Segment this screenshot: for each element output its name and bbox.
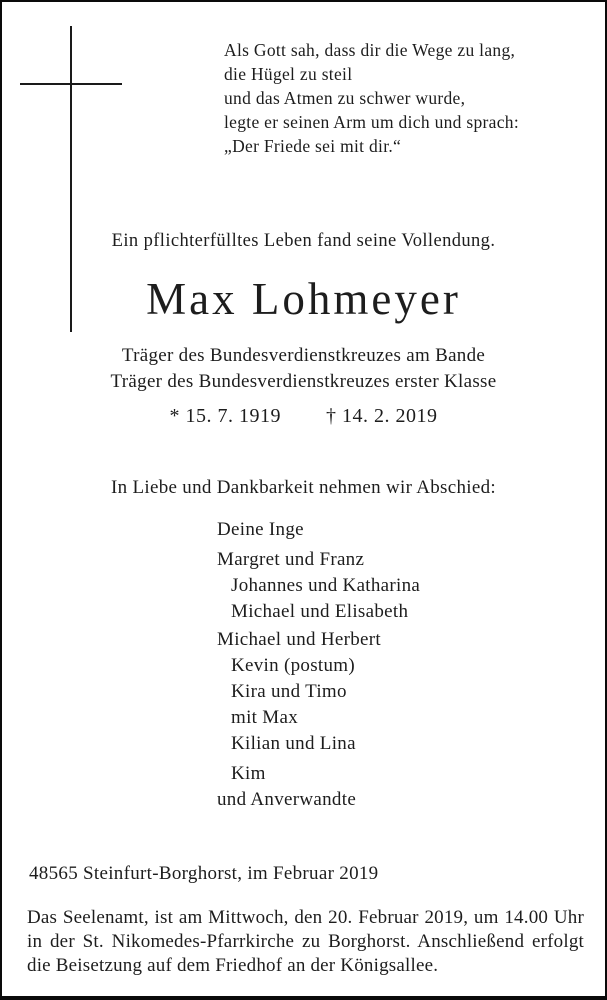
mourner-entry: Margret und Franz [217,549,365,570]
deceased-name: Max Lohmeyer [146,274,461,324]
mourner-entry: Michael und Elisabeth [231,601,409,622]
honor-line: Träger des Bundesverdienstkreuzes am Bande [121,345,486,366]
birth-date: * 15. 7. 1919 [169,405,281,427]
verse-line: die Hügel zu steil [224,64,353,84]
mourner-entry: Deine Inge [217,519,304,540]
mourner-entry: Michael und Herbert [217,629,381,650]
farewell-intro: In Liebe und Dankbarkeit nehmen wir Abschied: [111,477,496,498]
verse-line: und das Atmen zu schwer wurde, [224,88,466,108]
cross-horizontal-bar [20,83,122,85]
opening-verse [224,38,519,158]
place-and-date-line: 48565 Steinfurt-Borghorst, im Februar 2019 [29,863,379,884]
mourner-entry: Kilian und Lina [231,733,356,754]
verse-line: legte er seinen Arm um dich und sprach: [224,112,520,132]
life-dates [2,405,605,428]
death-date: † 14. 2. 2019 [326,405,438,427]
verse-line: Als Gott sah, dass dir die Wege zu lang, [224,40,516,60]
mourner-entry: Johannes und Katharina [231,575,421,596]
mourners-list [217,517,420,813]
mourner-entry: mit Max [231,707,299,728]
mourner-entry: Kevin (postum) [231,655,355,676]
epitaph-line: Ein pflichterfülltes Leben fand seine Vollendung. [111,231,496,251]
mourner-entry: Kira und Timo [231,681,347,702]
verse-line: „Der Friede sei mit dir.“ [224,136,402,156]
honor-line: Träger des Bundesverdienstkreuzes erster Klasse [110,370,497,392]
mourner-entry: und Anverwandte [217,789,357,810]
mourner-entry: Kim [231,763,266,784]
honors-block [2,343,605,394]
service-announcement: Das Seelenamt, ist am Mittwoch, den 20. Februar 2019, um 14.00 Uhr in der St. Nikomedes-Pfarrkirche zu Borghorst. Anschließend erfolgt die Beisetzung auf dem Friedhof an der Königsallee. [27,907,584,976]
